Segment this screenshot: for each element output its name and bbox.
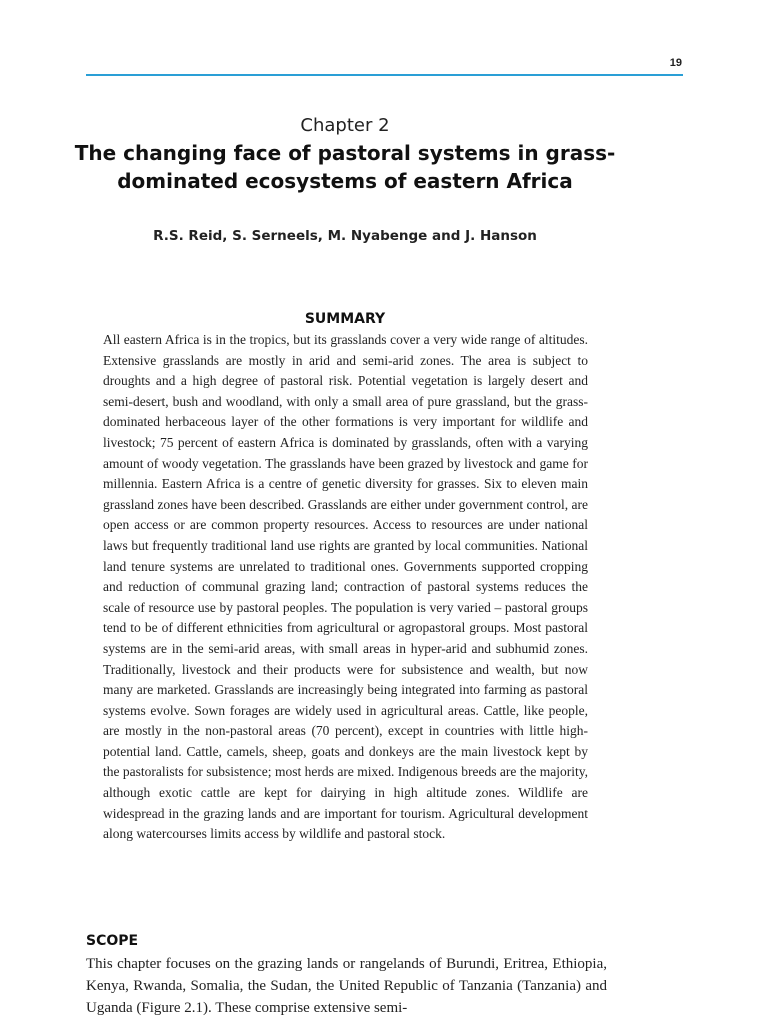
- chapter-label: Chapter 2: [300, 115, 390, 136]
- scope-paragraph: This chapter focuses on the grazing lands or rangelands of Burundi, Eritrea, Ethiopia, Kenya, Rwanda, Somalia, the Sudan, the United Republic of Tanzania (Tanzania) and Uganda (Figure 2.1). These comprise extensive semi-: [86, 956, 607, 1016]
- authors: R.S. Reid, S. Serneels, M. Nyabenge and J. Hanson: [153, 228, 537, 244]
- summary-heading: SUMMARY: [304, 311, 386, 327]
- page-number: 19: [669, 57, 682, 69]
- chapter-title: The changing face of pastoral systems in grass-dominated ecosystems of eastern Africa: [74, 141, 616, 193]
- scope-heading: SCOPE: [86, 933, 139, 949]
- header-rule: [86, 74, 683, 76]
- summary-paragraph: All eastern Africa is in the tropics, but its grasslands cover a very wide range of altitudes. Extensive grasslands are mostly in arid and semi-arid zones. The area is subject to droughts and a high degree of pastoral risk. Potential vegetation is largely desert and semi-desert, bush and woodland, with only a small area of pure grassland, but the grass-dominated herbaceous layer of the other formations is very important for wildlife and livestock; 75 percent of eastern Africa is dominated by grasslands, often with a varying amount of woody vegetation. The grasslands have been grazed by livestock and game for millennia. Eastern Africa is a centre of genetic diversity for grasses. Six to eleven main grassland zones have been described. Grasslands are either under government control, are open access or are common property resources. Access to resources are under national laws but frequently traditional land use rights are granted by local communities. National land tenure systems are unrelated to traditional ones. Governments supported cropping and reduction of communal grazing land; contraction of pastoral systems reduces the scale of resource use by pastoral peoples. The population is very varied – pastoral groups tend to be of different ethnicities from agricultural or agropastoral groups. Most pastoral systems are in the semi-arid areas, with small areas in hyper-arid and subhumid zones. Traditionally, livestock and their products were for subsistence and wealth, but now many are marketed. Grasslands are increasingly being integrated into farming as pastoral systems evolve. Sown forages are widely used in agricultural areas. Cattle, like people, are mostly in the non-pastoral areas (70 percent), except in countries with little high-potential land. Cattle, camels, sheep, goats and donkeys are the main livestock kept by the pastoralists for subsistence; most herds are mixed. Indigenous breeds are the majority, although exotic cattle are kept for dairying in high altitude zones. Wildlife are widespread in the grazing lands and are important for tourism. Agricultural development along watercourses limits access by wildlife and pastoral stock.: [103, 332, 588, 842]
